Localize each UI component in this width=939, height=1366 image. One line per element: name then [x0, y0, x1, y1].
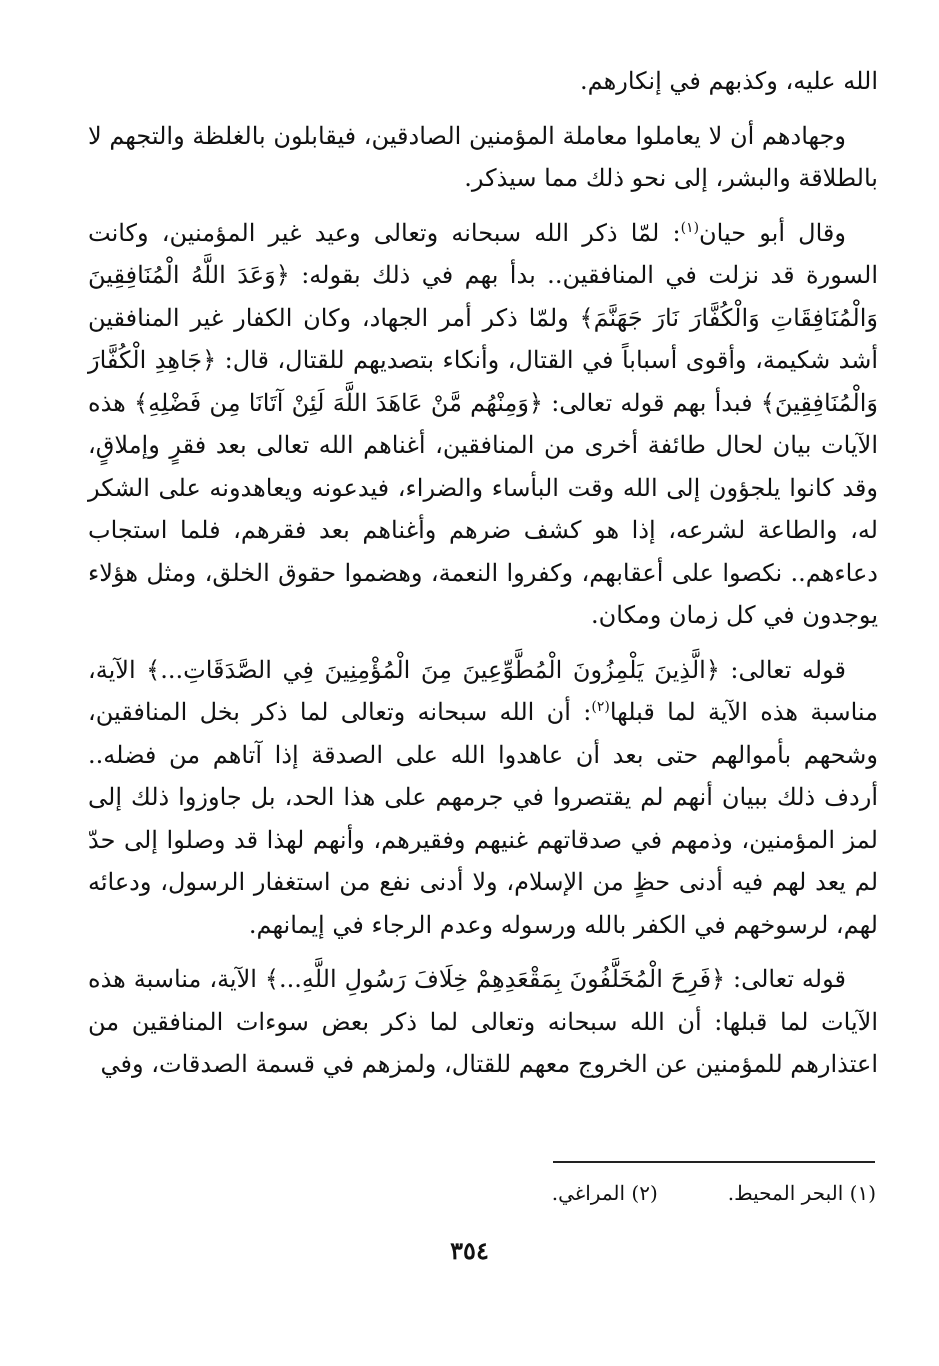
paragraph-5	[88, 958, 878, 1086]
paragraph-4-text-start: قوله تعالى: ﴿الَّذِينَ يَلْمِزُونَ الْمُطَّوِّعِينَ مِنَ الْمُؤْمِنِينَ فِي الصَّدَقَاتِ...﴾ الآية، مناسبة هذه الآية لما قبلها	[88, 655, 878, 726]
paragraph-3	[88, 212, 878, 637]
paragraph-3-text-rest: : لمّا ذكر الله سبحانه وتعالى وعيد غير المؤمنين، وكانت السورة قد نزلت في المنافقين.. بدأ بهم في ذلك بقوله: ﴿وَعَدَ اللَّهُ الْمُنَافِقِينَ وَالْمُنَافِقَاتِ وَالْكُفَّارَ نَارَ جَهَنَّمَ﴾ ولمّا ذكر أمر الجهاد، وكان الكفار غير المنافقين أشد شكيمة، وأقوى أسباباً في القتال، وأنكاء بتصديهم للقتال، قال: ﴿جَاهِدِ الْكُفَّارَ وَالْمُنَافِقِينَ﴾ فبدأ بهم قوله تعالى: ﴿وَمِنْهُم مَّنْ عَاهَدَ اللَّهَ لَئِنْ آتَانَا مِن فَضْلِهِ﴾ هذه الآيات بيان لحال طائفة أخرى من المنافقين، أغناهم الله تعالى بعد فقرٍ وإملاقٍ، وقد كانوا يلجؤون إلى الله وقت البأساء والضراء، فيدعونه ويعاهدونه على الشكر له، والطاعة لشرعه، إذا هو كشف ضرهم وأغناهم بعد فقرهم، فلما استجاب دعاءهم.. نكصوا على أعقابهم، وكفروا النعمة، وهضموا حقوق الخلق، ومثل هؤلاء يوجدون في كل زمان ومكان.	[88, 218, 878, 629]
page-number: ٣٥٤	[450, 1236, 489, 1265]
paragraph-5-text: قوله تعالى: ﴿فَرِحَ الْمُخَلَّفُونَ بِمَقْعَدِهِمْ خِلَافَ رَسُولِ اللَّهِ...﴾ الآية، مناسبة هذه الآيات لما قبلها: أن الله سبحانه وتعالى لما ذكر بعض سوءات المنافقين من اعتذارهم للمؤمنين عن الخروج معهم للقتال، ولمزهم في قسمة الصدقات، وفي	[88, 965, 878, 1078]
footnote-1-text: البحر المحيط.	[727, 1181, 844, 1205]
footnote-separator	[553, 1161, 875, 1163]
footnote-1-marker: (١)	[849, 1181, 876, 1205]
footnote-2-marker: (٢)	[631, 1181, 658, 1205]
footnote-1	[728, 1180, 876, 1206]
paragraph-4	[88, 649, 878, 947]
paragraph-2	[88, 115, 878, 200]
paragraph-2-text: وجهادهم أن لا يعاملوا معاملة المؤمنين الصادقين، فيقابلون بالغلظة والتجهم لا بالطلاقة والبشر، إلى نحو ذلك مما سيذكر.	[88, 121, 878, 192]
page-body	[88, 60, 878, 1098]
paragraph-3-text-start: وقال أبو حيان	[699, 218, 846, 247]
footnote-2-text: المراغي.	[551, 1181, 626, 1205]
paragraph-1	[88, 60, 878, 103]
footnote-reference-1: (١)	[680, 219, 700, 236]
footnote-reference-2: (٢)	[591, 699, 610, 715]
paragraph-4-text-rest: : أن الله سبحانه وتعالى لما ذكر بخل المنافقين، وشحهم بأموالهم حتى بعد أن عاهدوا الله على الصدقة إذا آتاهم من فضله.. أردف ذلك ببيان أنهم لم يقتصروا في جرمهم على هذا الحد، بل جاوزوا ذلك إلى لمز المؤمنين، وذمهم في صدقاتهم غنيهم وفقيرهم، وأنهم لهذا قد وصلوا إلى حدّ لم يعد لهم فيه أدنى حظٍ من الإسلام، ولا أدنى نفع من استغفار الرسول، ودعائه لهم، لرسوخهم في الكفر بالله ورسوله وعدم الرجاء في إيمانهم.	[88, 698, 879, 939]
paragraph-1-text: الله عليه، وكذبهم في إنكارهم.	[580, 67, 878, 95]
footnote-2	[552, 1180, 658, 1206]
footnotes	[356, 1180, 876, 1206]
